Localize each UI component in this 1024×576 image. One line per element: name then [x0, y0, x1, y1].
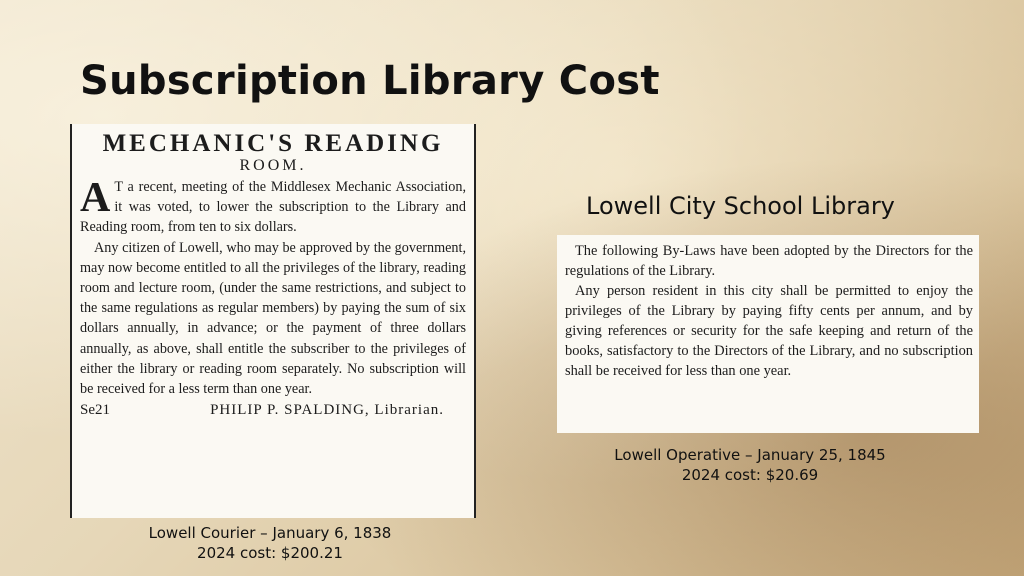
clipping-paragraph: The following By-Laws have been adopted by the Directors for the regulations of the Library.: [565, 243, 973, 279]
clipping-subhead: ROOM.: [239, 157, 307, 174]
caption-source: Lowell Courier – January 6, 1838: [148, 524, 392, 542]
clipping-headline: MECHANIC'S READING: [102, 130, 444, 157]
caption-cost: 2024 cost: $20.69: [681, 466, 819, 484]
signature-name: PHILIP P. SPALDING, Librarian.: [210, 402, 444, 419]
caption-cost: 2024 cost: $200.21: [197, 544, 343, 562]
caption-courier: [100, 523, 440, 563]
clipping-body: [565, 241, 973, 381]
clipping-paragraph: [80, 177, 466, 238]
clipping-paragraph: Any citizen of Lowell, who may be approved by the government, may now become entitled to all the privileges of the library, reading room and lecture room, (under the same restrictions, and subject to the same regulations as regular members) by paying the sum of six dollars annually, in advance; or the payment of three dollars annually, as above, shall entitle the subscriber to the privileges of either the library or reading room separately. No subscription will be received for a less term than one year.: [80, 239, 466, 398]
clipping-paragraph: Any person resident in this city shall be permitted to enjoy the privileges of the Library by paying fifty cents per annum, and by giving references or security for the safe keeping and return of the books, satisfactory to the Directors of the Library, and no subscription shall be received for less than one year.: [565, 283, 973, 379]
caption-operative: [570, 445, 930, 485]
caption-source: Lowell Operative – January 25, 1845: [614, 446, 886, 464]
slide-title: Subscription Library Cost: [80, 58, 660, 104]
right-heading: Lowell City School Library: [586, 192, 895, 220]
signature-date: Se21: [80, 402, 110, 419]
clipping-paragraph-text: T a recent, meeting of the Middlesex Mechanic Association, it was voted, to lower the subscription to the Library and Reading room, from ten to six dollars.: [80, 179, 466, 236]
newspaper-clipping-operative: [557, 235, 979, 433]
newspaper-clipping-courier: [70, 124, 476, 518]
clipping-signature: [80, 400, 466, 420]
drop-cap: A: [80, 175, 111, 221]
clipping-body: [80, 177, 466, 420]
